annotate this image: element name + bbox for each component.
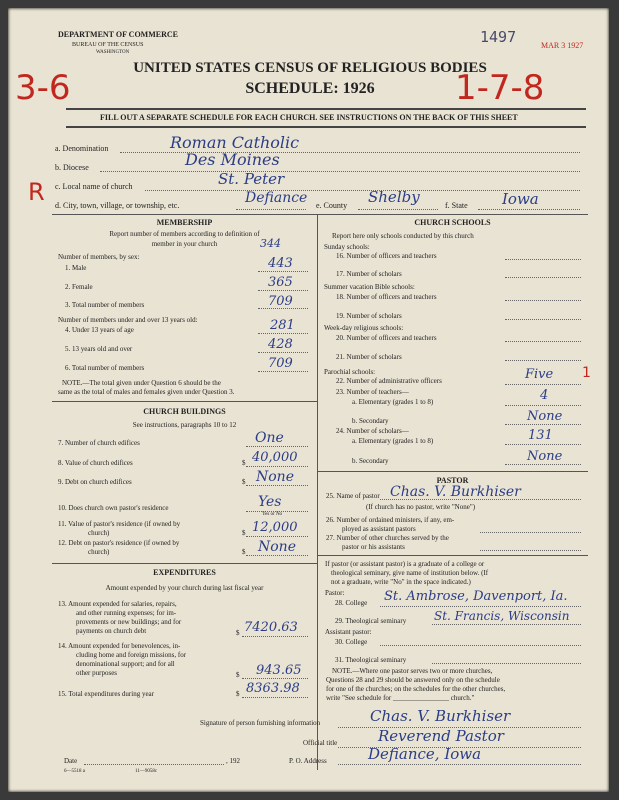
vacation-scholars-label: 19. Number of scholars: [336, 312, 402, 320]
diocese-label: b. Diocese: [55, 163, 89, 172]
scholars-label: 24. Number of scholars—: [336, 427, 409, 435]
pastor-name-label: 25. Name of pastor: [326, 492, 380, 500]
annotation-right: 1-7-8: [455, 68, 545, 108]
scholars-elementary-label: a. Elementary (grades 1 to 8): [352, 437, 434, 445]
po-address-value: Defiance, Iowa: [368, 745, 482, 763]
admin-officers-label: 22. Number of administrative officers: [336, 377, 442, 385]
expenditures-heading: EXPENDITURES: [153, 568, 216, 577]
teachers-secondary-label: b. Secondary: [352, 417, 389, 425]
denomination-value: Roman Catholic: [170, 133, 300, 152]
yes-no-caption: Yes or No: [262, 512, 283, 517]
pastor-heading: PASTOR: [436, 476, 469, 485]
total-6-value: 709: [268, 356, 293, 371]
residence-value-label: 11. Value of pastor's residence (if owned by: [58, 520, 181, 528]
q15-value: 8363.98: [246, 681, 300, 696]
membership-note-2: same as the total of males and females given under Question 3.: [58, 388, 235, 396]
residence-debt-label-2: church): [88, 548, 110, 556]
male-label: 1. Male: [65, 264, 87, 272]
weekday-schools-label: Week-day religious schools:: [324, 324, 404, 332]
pastor-sub-label: Pastor:: [325, 589, 345, 597]
county-label: e. County: [316, 201, 348, 210]
teachers-label: 23. Number of teachers—: [336, 388, 409, 396]
pastor-note-2: Questions 28 and 29 should be answered only on the schedule: [326, 676, 500, 684]
buildings-note: See instructions, paragraphs 10 to 12: [132, 421, 237, 429]
total-members-value: 709: [268, 294, 293, 309]
dollar-sign: $: [236, 690, 240, 698]
debt-edifices-label: 9. Debt on church edifices: [58, 478, 132, 486]
scholars-secondary-label: b. Secondary: [352, 457, 389, 465]
scholars-secondary-value: None: [527, 449, 563, 464]
by-sex-label: Number of members, by sex:: [58, 253, 140, 261]
sunday-officers-label: 16. Number of officers and teachers: [336, 252, 437, 260]
denomination-label: a. Denomination: [55, 144, 109, 153]
official-title-value: Reverend Pastor: [378, 727, 504, 745]
by-age-label: Number of members under and over 13 years old:: [58, 316, 198, 324]
department-label: DEPARTMENT OF COMMERCE: [58, 30, 179, 39]
expenditures-intro: Amount expended by your church during last fiscal year: [105, 584, 264, 592]
pastor-name-value: Chas. V. Burkhiser: [390, 484, 521, 500]
residence-owned-value: Yes: [258, 494, 282, 510]
q13-label-4: payments on church debt: [76, 627, 147, 635]
dollar-sign: $: [242, 478, 246, 486]
weekday-officers-label: 20. Number of officers and teachers: [336, 334, 437, 342]
sunday-schools-label: Sunday schools:: [324, 243, 370, 251]
q14-label: 14. Amount expended for benevolences, in-: [58, 642, 181, 650]
assistant-college-label: 30. College: [335, 638, 368, 646]
vacation-schools-label: Summer vacation Bible schools:: [324, 283, 415, 291]
college-intro-2: theological seminary, give name of institution below. (If: [331, 569, 489, 577]
over-13-label: 5. 13 years old and over: [65, 345, 133, 353]
admin-officers-value: Five: [525, 367, 554, 382]
q13-label-2: and other running expenses; for im-: [76, 609, 177, 617]
annotation-left: 3-6: [15, 68, 71, 108]
date-stamp: MAR 3 1927: [541, 41, 584, 50]
q27-label-2: pastor or his assistants: [342, 543, 405, 551]
edifice-value-label: 8. Value of church edifices: [58, 459, 133, 467]
under-13-label: 4. Under 13 years of age: [65, 326, 134, 334]
college-label: 28. College: [335, 599, 368, 607]
schools-heading: CHURCH SCHOOLS: [414, 218, 491, 227]
stamp-number: 1497: [480, 28, 517, 46]
q13-label: 13. Amount expended for salaries, repairs,: [58, 600, 177, 608]
print-number: 11—9058c: [135, 769, 158, 774]
city-value: Defiance: [245, 190, 308, 206]
annotation-r: R: [28, 178, 45, 206]
state-label: f. State: [445, 201, 468, 210]
under-13-value: 281: [270, 318, 295, 333]
annotation-one: 1: [582, 365, 591, 381]
assistant-pastor-label: Assistant pastor:: [325, 628, 372, 636]
over-13-value: 428: [268, 337, 293, 352]
residence-debt-label: 12. Debt on pastor's residence (if owned by: [58, 539, 180, 547]
pastor-note-3: for one of the churches; on the schedules for the other churches,: [326, 685, 506, 693]
date-label: Date: [64, 757, 78, 765]
q13-value: 7420.63: [244, 620, 298, 635]
diocese-value: Des Moines: [185, 150, 280, 169]
q27-label: 27. Number of other churches served by the: [326, 534, 449, 542]
schedule-title: SCHEDULE: 1926: [245, 80, 375, 97]
sunday-scholars-label: 17. Number of scholars: [336, 270, 402, 278]
college-intro: If pastor (or assistant pastor) is a graduate of a college or: [325, 560, 485, 568]
teachers-secondary-value: None: [527, 409, 563, 424]
membership-extra-note: 344: [260, 237, 281, 250]
buildings-heading: CHURCH BUILDINGS: [143, 407, 226, 416]
dollar-sign: $: [242, 548, 246, 556]
official-title-label: Official title: [303, 739, 338, 747]
signature-label: Signature of person furnishing information: [200, 719, 321, 727]
seminary-value: St. Francis, Wisconsin: [434, 609, 570, 623]
teachers-elementary-label: a. Elementary (grades 1 to 8): [352, 398, 434, 406]
local-name-value: St. Peter: [218, 170, 285, 188]
membership-heading: MEMBERSHIP: [156, 218, 213, 227]
edifice-value-amount: 40,000: [252, 450, 298, 465]
form-number: 6—5518 a: [64, 769, 85, 774]
signature-value: Chas. V. Burkhiser: [370, 707, 511, 725]
pastor-name-note: (If church has no pastor, write "None"): [366, 503, 476, 511]
city-field-label: d. City, town, village, or township, etc.: [55, 201, 180, 210]
female-label: 2. Female: [65, 283, 93, 291]
county-value: Shelby: [368, 188, 420, 206]
instructions-line: FILL OUT A SEPARATE SCHEDULE FOR EACH CHURCH. SEE INSTRUCTIONS ON THE BACK OF THIS SHEET: [100, 113, 518, 122]
q13-label-3: provements or new buildings; and for: [76, 618, 182, 626]
college-intro-3: not a graduate, write "No" in the space indicated.): [331, 578, 471, 586]
edifices-value: One: [255, 430, 284, 446]
q14-label-4: other purposes: [76, 669, 118, 677]
pastor-note: NOTE.—Where one pastor serves two or more churches,: [332, 667, 493, 675]
scholars-elementary-value: 131: [528, 428, 553, 443]
vacation-officers-label: 18. Number of officers and teachers: [336, 293, 437, 301]
q26-label-2: ployed as assistant pastors: [342, 525, 416, 533]
assistant-seminary-label: 31. Theological seminary: [335, 656, 407, 664]
state-value: Iowa: [502, 190, 539, 208]
city-label: WASHINGTON: [96, 50, 130, 55]
q14-label-3: denominational support; and for all: [76, 660, 175, 668]
residence-value-label-2: church): [88, 529, 110, 537]
parochial-schools-label: Parochial schools:: [324, 368, 376, 376]
male-value: 443: [268, 256, 293, 271]
q14-value: 943.65: [256, 663, 302, 678]
q14-label-2: cluding home and foreign missions, for: [76, 651, 187, 659]
year-label: , 192: [226, 757, 240, 765]
debt-edifices-value: None: [256, 469, 294, 485]
teachers-elementary-value: 4: [540, 388, 549, 403]
q15-label: 15. Total expenditures during year: [58, 690, 154, 698]
residence-value-amount: 12,000: [252, 520, 298, 535]
dollar-sign: $: [236, 629, 240, 637]
seminary-label: 29. Theological seminary: [335, 617, 407, 625]
dollar-sign: $: [242, 529, 246, 537]
q26-label: 26. Number of ordained ministers, if any, em-: [326, 516, 455, 524]
dollar-sign: $: [236, 671, 240, 679]
po-address-label: P. O. Address: [289, 757, 327, 765]
residence-debt-value: None: [258, 539, 296, 555]
college-value: St. Ambrose, Davenport, Ia.: [384, 589, 568, 604]
female-value: 365: [268, 275, 293, 290]
pastor-note-4: write "See schedule for ________________ church.": [326, 694, 475, 702]
local-name-label: c. Local name of church: [55, 182, 133, 191]
total-members-label: 3. Total number of members: [65, 301, 145, 309]
membership-intro: Report number of members according to definition of: [109, 230, 260, 238]
residence-owned-label: 10. Does church own pastor's residence: [58, 504, 169, 512]
form-title: UNITED STATES CENSUS OF RELIGIOUS BODIES: [133, 60, 487, 76]
edifices-label: 7. Number of church edifices: [58, 439, 140, 447]
schools-intro: Report here only schools conducted by this church: [332, 232, 474, 240]
total-6-label: 6. Total number of members: [65, 364, 145, 372]
membership-intro-2: member in your church: [151, 240, 218, 248]
bureau-label: BUREAU OF THE CENSUS: [72, 42, 144, 48]
weekday-scholars-label: 21. Number of scholars: [336, 353, 402, 361]
dollar-sign: $: [242, 459, 246, 467]
membership-note: NOTE.—The total given under Question 6 should be the: [62, 379, 221, 387]
